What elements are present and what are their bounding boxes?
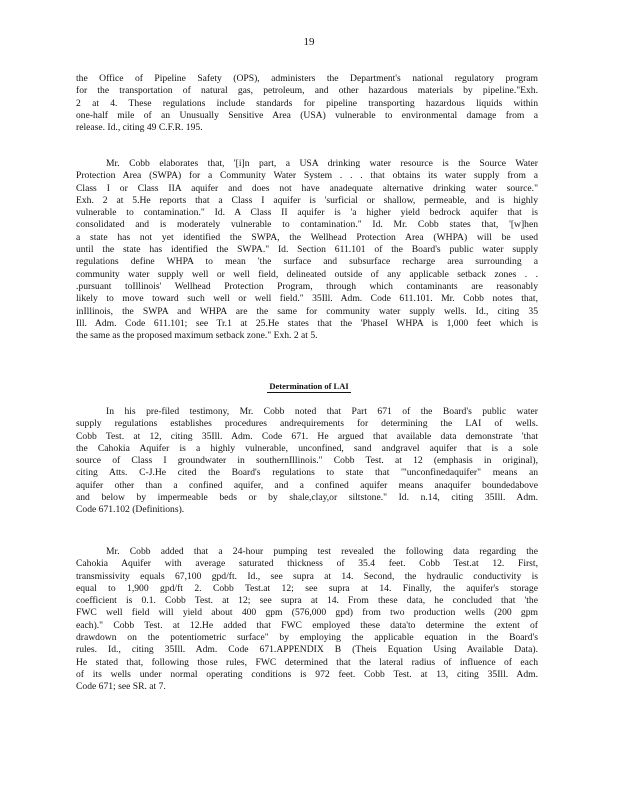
text-line: FWC well field will yield about 400 gpm (576,000 gpd) from two production wells (200 gpm xyxy=(76,607,538,619)
text-line: regulations define WHPA to mean 'the surface and subsurface recharge area surrounding a xyxy=(76,256,538,268)
text-line: Cahokia Aquifer with average saturated thickness of 35.4 feet. Cobb Test.at 12. First, xyxy=(76,558,538,570)
text-line: likely to move toward such well or well field." 35Ill. Adm. Code 611.101. Mr. Cobb notes that, xyxy=(76,293,538,305)
text-line: a state has not yet identified the SWPA, the Wellhead Protection Area (WHPA) will be used xyxy=(76,231,538,243)
text-line: supply regulations establishes procedures andrequirements for determining the LAI of wells. xyxy=(76,418,538,430)
paragraph-ops-regulations xyxy=(76,73,538,134)
text-line: transmissivity equals 67,100 gpd/ft. Id., see supra at 14. Second, the hydraulic conductivity is xyxy=(76,570,538,582)
text-line: until the state has identified the SWPA." Id. Section 611.101 of the Board's public water supply xyxy=(76,244,538,256)
text-line: release. Id., citing 49 C.F.R. 195. xyxy=(76,122,203,134)
text-line: vulnerable to contamination." Id. A Class II aquifer is 'a higher yield bedrock aquifer that is xyxy=(76,207,538,219)
text-line: drawdown on the potentiometric surface" by employing the applicable equation in the Board's xyxy=(76,632,538,644)
text-line: the Cahokia Aquifer is a highly vulnerable, unconfined, sand andgravel aquifer that is a sole xyxy=(76,442,538,454)
text-line: 2 at 4. These regulations include standards for pipeline transporting hazardous liquids within xyxy=(76,97,538,109)
text-line: Protection Area (SWPA) for a Community Water System . . . that obtains its water supply from a xyxy=(76,170,538,182)
paragraph-prefiled-testimony xyxy=(76,406,538,517)
text-line: inIllinois, the SWPA and WHPA are the same for community water supply wells. Id., citing 35 xyxy=(76,305,538,317)
text-line: and below by impermeable beds or by shale,clay,or siltstone." Id. n.14, citing 35Ill. Adm. xyxy=(76,492,538,504)
text-line: each)." Cobb Test. at 12.He added that FWC employed these data'to determine the extent of xyxy=(76,619,538,631)
page-number: 19 xyxy=(303,36,315,48)
section-heading-text: Determination of LAI xyxy=(269,381,349,391)
text-line: rules. Id., citing 35Ill. Adm. Code 671.APPENDIX B (Theis Equation Using Available Data). xyxy=(76,644,538,656)
text-line: citing Atts. C-J.He cited the Board's regulations to state that '"unconfinedaquifer" means an xyxy=(76,467,538,479)
text-line: Ill. Adm. Code 611.101; see Tr.1 at 25.He states that the 'PhaseI WHPA is 1,000 feet which is xyxy=(76,317,538,329)
text-line: one-half mile of an Unusually Sensitive Area (USA) vulnerable to environmental damage from a xyxy=(76,109,538,121)
text-line: Mr. Cobb added that a 24-hour pumping test revealed the following data regarding the xyxy=(106,546,538,557)
text-line: Cobb Test. at 12, citing 35Ill. Adm. Code 671. He argued that available data demonstrate 'that xyxy=(76,430,538,442)
text-line: Code 671.102 (Definitions). xyxy=(76,504,185,516)
paragraph-pumping-test xyxy=(76,546,538,694)
text-line: aquifer other than a confined aquifer, and a confined aquifer means anaquifer boundedabove xyxy=(76,479,538,491)
text-line: .pursuant toIllinois' Wellhead Protection Program, through which contaminants are reasonably xyxy=(76,280,538,292)
text-line: consolidated and is moderately vulnerable to contamination." Id. Mr. Cobb states that, '[w]hen xyxy=(76,219,538,231)
text-line: He stated that, following those rules, FWC determined that the lateral radius of influence of each xyxy=(76,656,538,668)
text-line: equal to 1,900 gpd/ft 2. Cobb Test.at 12; see supra at 14. Finally, the aquifer's storage xyxy=(76,582,538,594)
text-line: coefficient is 0.1. Cobb Test. at 12; see supra at 14. From these data, he concluded that 'the xyxy=(76,595,538,607)
text-line: In his pre-filed testimony, Mr. Cobb noted that Part 671 of the Board's public water xyxy=(106,406,538,417)
text-line: Code 671; see SR. at 7. xyxy=(76,681,166,693)
text-line: of its wells under normal operating conditions is 972 feet. Cobb Test. at 13, citing 35Ill. Adm. xyxy=(76,668,538,680)
text-line: source of Class I groundwater in southernIllinois." Cobb Test. at 12 (emphasis in original), xyxy=(76,455,538,467)
text-line: Class I or Class IIA aquifer and does not have anadequate alternative drinking water source." xyxy=(76,182,538,194)
paragraph-usa-swpa xyxy=(76,158,538,342)
text-line: community water supply well or well field, delineated outside of any applicable setback zones . . xyxy=(76,268,538,280)
text-line: the same as the proposed maximum setback zone." Exh. 2 at 5. xyxy=(76,330,318,342)
section-heading xyxy=(0,380,618,392)
text-line: the Office of Pipeline Safety (OPS), administers the Department's national regulatory program xyxy=(76,73,538,84)
text-line: Exh. 2 at 5.He reports that a Class I aquifer is 'surficial or shallow, permeable, and is highly xyxy=(76,194,538,206)
text-line: for the transportation of natural gas, petroleum, and other hazardous materials by pipeline."Exh. xyxy=(76,85,538,97)
text-line: Mr. Cobb elaborates that, '[i]n part, a USA drinking water resource is the Source Water xyxy=(106,158,538,169)
